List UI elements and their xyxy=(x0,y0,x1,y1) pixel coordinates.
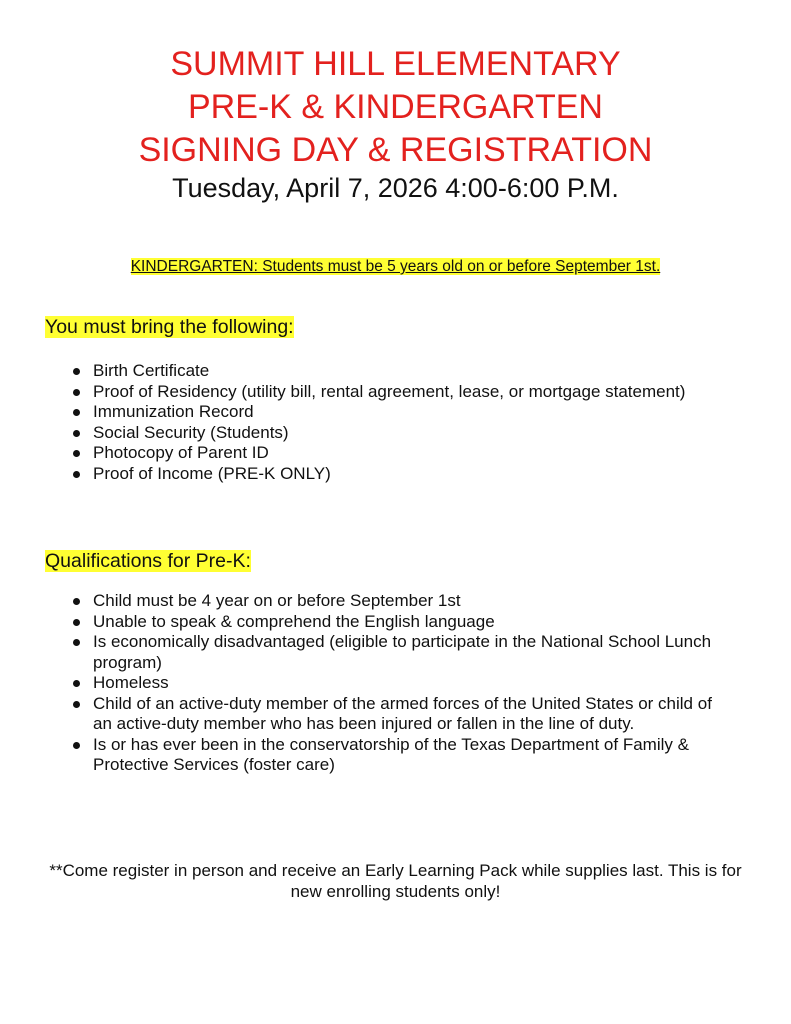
kindergarten-note xyxy=(0,258,791,276)
qualifications-heading-text: Qualifications for Pre-K: xyxy=(45,550,251,572)
title-line: SIGNING DAY & REGISTRATION xyxy=(138,131,653,169)
list-item: Social Security (Students) xyxy=(93,423,733,444)
list-item: Homeless xyxy=(93,673,733,694)
list-item: Proof of Residency (utility bill, rental agreement, lease, or mortgage statement) xyxy=(93,382,733,403)
list-item: Child of an active-duty member of the armed forces of the United States or child of an active-duty member who has been injured or fallen in the line of duty. xyxy=(93,694,733,735)
bring-heading xyxy=(45,316,294,339)
qualifications-heading xyxy=(45,550,251,573)
list-item: Immunization Record xyxy=(93,402,733,423)
list-item: Unable to speak & comprehend the English language xyxy=(93,612,733,633)
list-item: Is or has ever been in the conservatorship of the Texas Department of Family & Protective Services (foster care) xyxy=(93,735,733,776)
bring-list xyxy=(0,361,733,484)
title-block xyxy=(0,43,791,172)
qualifications-list xyxy=(0,591,733,776)
bring-heading-text: You must bring the following: xyxy=(45,316,294,338)
list-item: Child must be 4 year on or before September 1st xyxy=(93,591,733,612)
title-line: SUMMIT HILL ELEMENTARY xyxy=(170,45,621,83)
kindergarten-note-text: KINDERGARTEN: Students must be 5 years old on or before September 1st. xyxy=(130,258,661,275)
list-item: Is economically disadvantaged (eligible to participate in the National School Lunch program) xyxy=(93,632,733,673)
event-date: Tuesday, April 7, 2026 4:00-6:00 P.M. xyxy=(172,173,619,203)
title-line: PRE-K & KINDERGARTEN xyxy=(187,88,603,126)
list-item: Birth Certificate xyxy=(93,361,733,382)
list-item: Photocopy of Parent ID xyxy=(93,443,733,464)
list-item: Proof of Income (PRE-K ONLY) xyxy=(93,464,733,485)
footer-note: **Come register in person and receive an Early Learning Pack while supplies last. This is for new enrolling students only! xyxy=(49,861,742,901)
